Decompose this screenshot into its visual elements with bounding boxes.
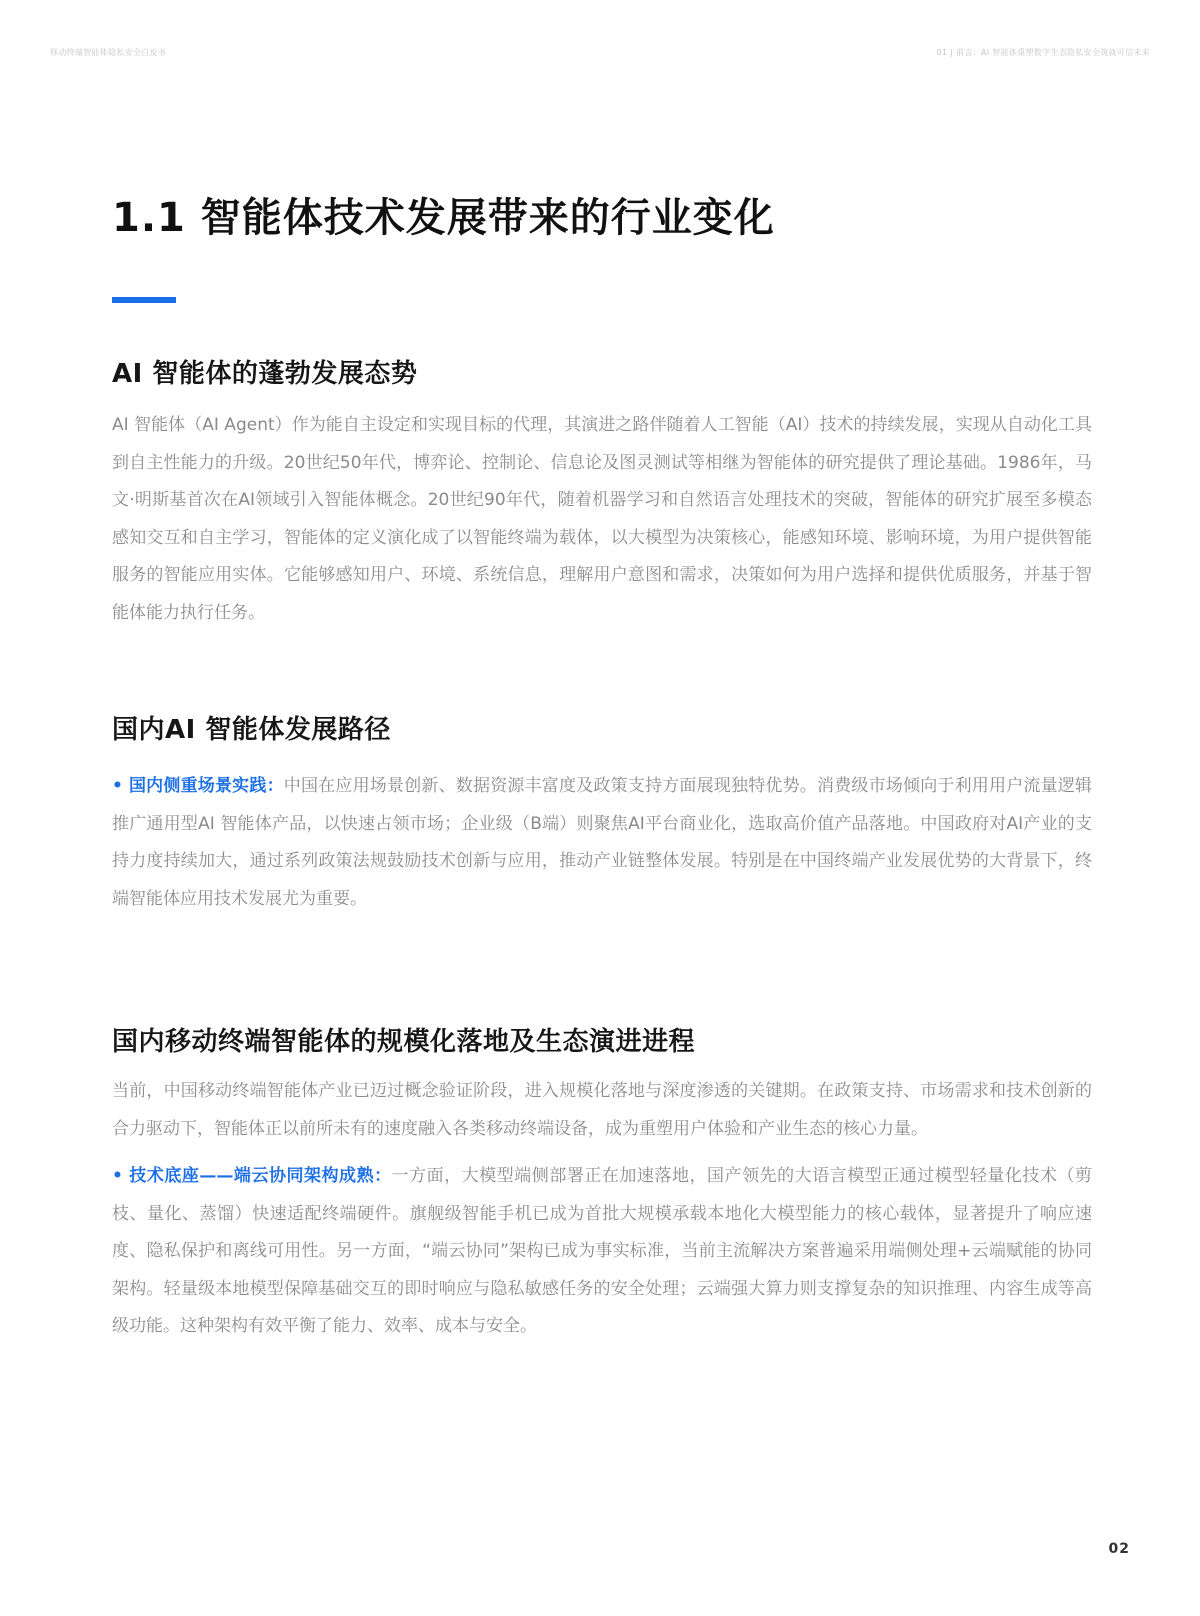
bullet-paragraph (112, 1158, 1092, 1346)
section-domestic-path (112, 709, 1092, 918)
page-title: 1.1 智能体技术发展带来的行业变化 (112, 195, 775, 241)
bullet-paragraph (112, 768, 1092, 918)
section-mobile-scale-deployment (112, 1021, 1092, 1346)
bullet-body: 中国在应用场景创新、数据资源丰富度及政策支持方面展现独特优势。消费级市场倾向于利用用户流量逻辑推广通用型AI 智能体产品，以快速占领市场；企业级（B端）则聚焦AI平台商业化，选取高价值产品落地。中国政府对AI产业的支持力度持续加大，通过系列政策法规鼓励技术创新与应用，推动产业链整体发展。特别是在中国终端产业发展优势的大背景下，终端智能体应用技术发展尤为重要。 (112, 776, 1092, 909)
section-heading: 国内AI 智能体发展路径 (112, 715, 391, 745)
section-heading: 国内移动终端智能体的规模化落地及生态演进进程 (112, 1027, 696, 1057)
title-underline-accent (112, 297, 176, 303)
bullet-body: 一方面，大模型端侧部署正在加速落地，国产领先的大语言模型正通过模型轻量化技术（剪枝、量化、蒸馏）快速适配终端硬件。旗舰级智能手机已成为首批大规模承载本地化大模型能力的核心载体，显著提升了响应速度、隐私保护和离线可用性。另一方面，“端云协同”架构已成为事实标准，当前主流解决方案普遍采用端侧处理+云端赋能的协同架构。轻量级本地模型保障基础交互的即时响应与隐私敏感任务的安全处理；云端强大算力则支撑复杂的知识推理、内容生成等高级功能。这种架构有效平衡了能力、效率、成本与安全。 (112, 1166, 1092, 1336)
section-heading: AI 智能体的蓬勃发展态势 (112, 359, 418, 389)
running-header-right: 01 | 前言：AI 智能体重塑数字生态隐私安全筑就可信未来 (936, 48, 1150, 57)
section-ai-agent-trend (112, 353, 1092, 632)
section-body: 当前，中国移动终端智能体产业已迈过概念验证阶段，进入规模化落地与深度渗透的关键期。在政策支持、市场需求和技术创新的合力驱动下，智能体正以前所未有的速度融入各类移动终端设备，成为重塑用户体验和产业生态的核心力量。 (112, 1081, 1092, 1139)
running-header-left: 移动终端智能体隐私安全白皮书 (50, 48, 167, 57)
page-number: 02 (1108, 1541, 1130, 1557)
bullet-lead: • 国内侧重场景实践： (112, 776, 284, 796)
bullet-lead: • 技术底座——端云协同架构成熟： (112, 1166, 392, 1186)
section-body: AI 智能体（AI Agent）作为能自主设定和实现目标的代理，其演进之路伴随着人工智能（AI）技术的持续发展，实现从自动化工具到自主性能力的升级。20世纪50年代，博弈论、控制论、信息论及图灵测试等相继为智能体的研究提供了理论基础。1986年，马文·明斯基首次在AI领域引入智能体概念。20世纪90年代，随着机器学习和自然语言处理技术的突破，智能体的研究扩展至多模态感知交互和自主学习，智能体的定义演化成了以智能终端为载体，以大模型为决策核心，能感知环境、影响环境，为用户提供智能服务的智能应用实体。它能够感知用户、环境、系统信息，理解用户意图和需求，决策如何为用户选择和提供优质服务，并基于智能体能力执行任务。 (112, 415, 1092, 623)
